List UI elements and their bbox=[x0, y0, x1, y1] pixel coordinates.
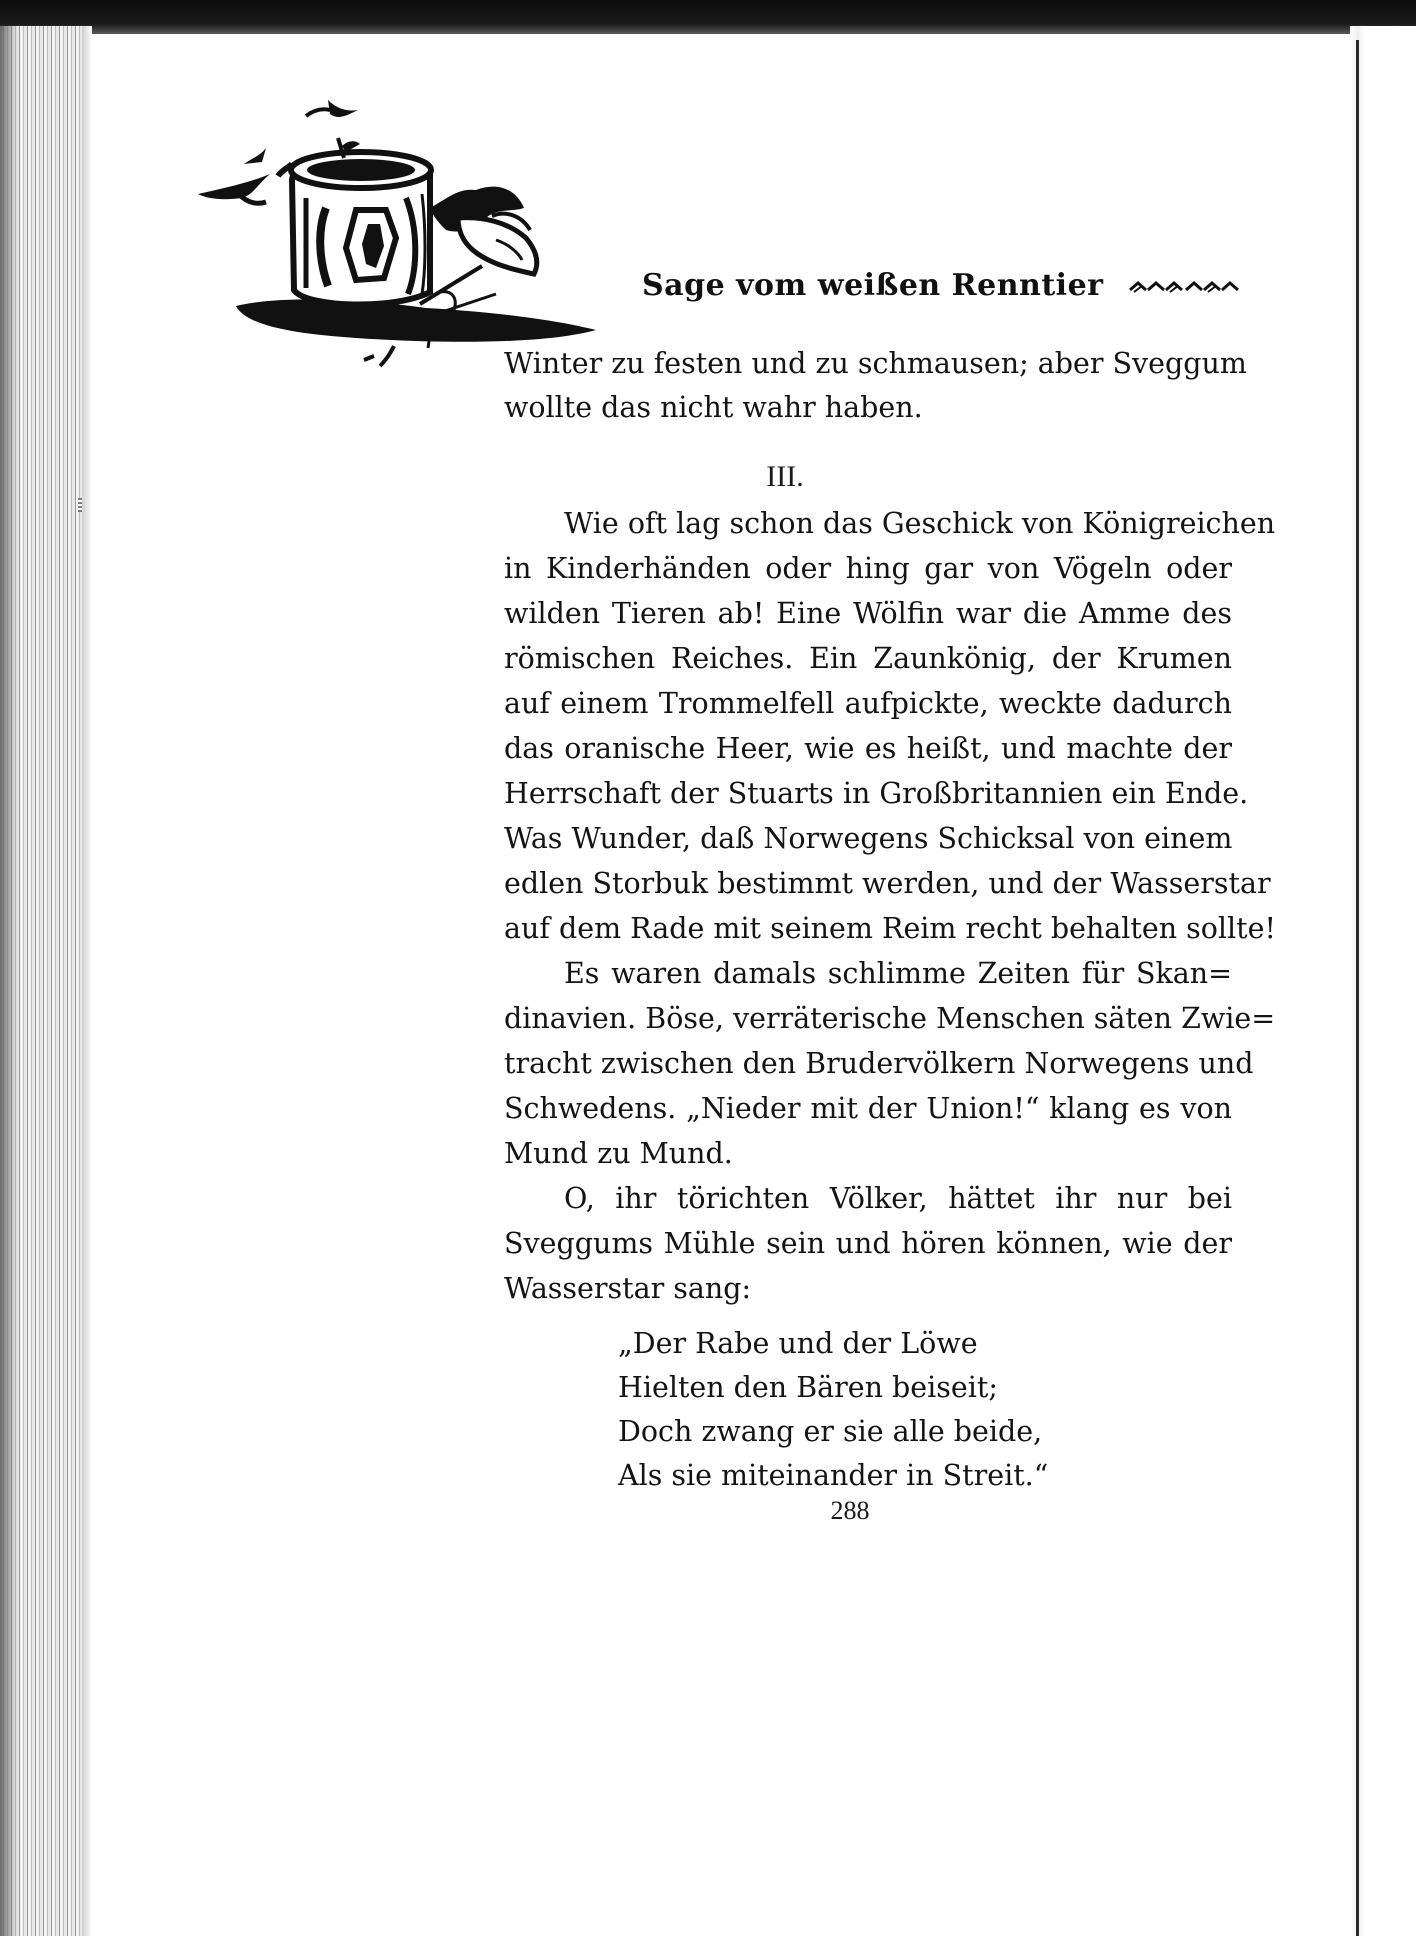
verse-line: Als sie miteinander in Streit.“ bbox=[618, 1459, 1049, 1492]
text-line: römischen Reiches. Ein Zaunkönig, der Krumen bbox=[504, 642, 1232, 675]
text-line: wilden Tieren ab! Eine Wölfin war die Amme des bbox=[504, 597, 1232, 630]
page-number: 288 bbox=[830, 1496, 870, 1525]
text-line: edlen Storbuk bestimmt werden, und der Wasserstar bbox=[504, 867, 1271, 900]
running-header bbox=[642, 268, 1242, 303]
verse-line: Doch zwang er sie alle beide, bbox=[618, 1415, 1043, 1448]
text-line: wollte das nicht wahr haben. bbox=[504, 391, 923, 424]
verse-line: „Der Rabe und der Löwe bbox=[618, 1327, 978, 1360]
text-line: Schwedens. „Nieder mit der Union!“ klang es von bbox=[504, 1092, 1232, 1125]
verse-line: Hielten den Bären beiseit; bbox=[618, 1371, 998, 1404]
text-line: Es waren damals schlimme Zeiten für Skan= bbox=[564, 957, 1232, 990]
text-line: Herrschaft der Stuarts in Großbritannien ein Ende. bbox=[504, 777, 1249, 810]
page-stack-shadow bbox=[0, 26, 18, 1936]
header-ornament bbox=[1128, 280, 1240, 294]
text-line: das oranische Heer, wie es heißt, und machte der bbox=[504, 732, 1232, 765]
gutter-line bbox=[1356, 40, 1359, 1936]
section-number: III. bbox=[766, 460, 804, 493]
text-line: auf dem Rade mit seinem Reim recht behalten sollte! bbox=[504, 912, 1276, 945]
text-line: tracht zwischen den Brudervölkern Norwegens und bbox=[504, 1047, 1254, 1080]
text-line: in Kinderhänden oder hing gar von Vögeln oder bbox=[504, 552, 1232, 585]
text-line: Was Wunder, daß Norwegens Schicksal von einem bbox=[504, 822, 1233, 855]
text-line: Winter zu festen und zu schmausen; aber Sveggum bbox=[504, 347, 1247, 380]
margin-mark bbox=[78, 498, 82, 512]
text-line: Wasserstar sang: bbox=[504, 1272, 752, 1305]
text-line: O, ihr törichten Völker, hättet ihr nur bei bbox=[564, 1182, 1232, 1215]
text-line: Sveggums Mühle sein und hören können, wie der bbox=[504, 1227, 1232, 1260]
drum-vignette-illustration bbox=[196, 98, 626, 378]
text-line: Mund zu Mund. bbox=[504, 1137, 733, 1170]
running-header-title: Sage vom weißen Renntier bbox=[642, 268, 1104, 303]
text-line: auf einem Trommelfell aufpickte, weckte dadurch bbox=[504, 687, 1232, 720]
scan-top-edge bbox=[0, 0, 1416, 34]
book-gutter bbox=[1350, 26, 1416, 1936]
text-line: Wie oft lag schon das Geschick von Königreichen bbox=[564, 507, 1276, 540]
text-line: dinavien. Böse, verräterische Menschen säten Zwie= bbox=[504, 1002, 1276, 1035]
